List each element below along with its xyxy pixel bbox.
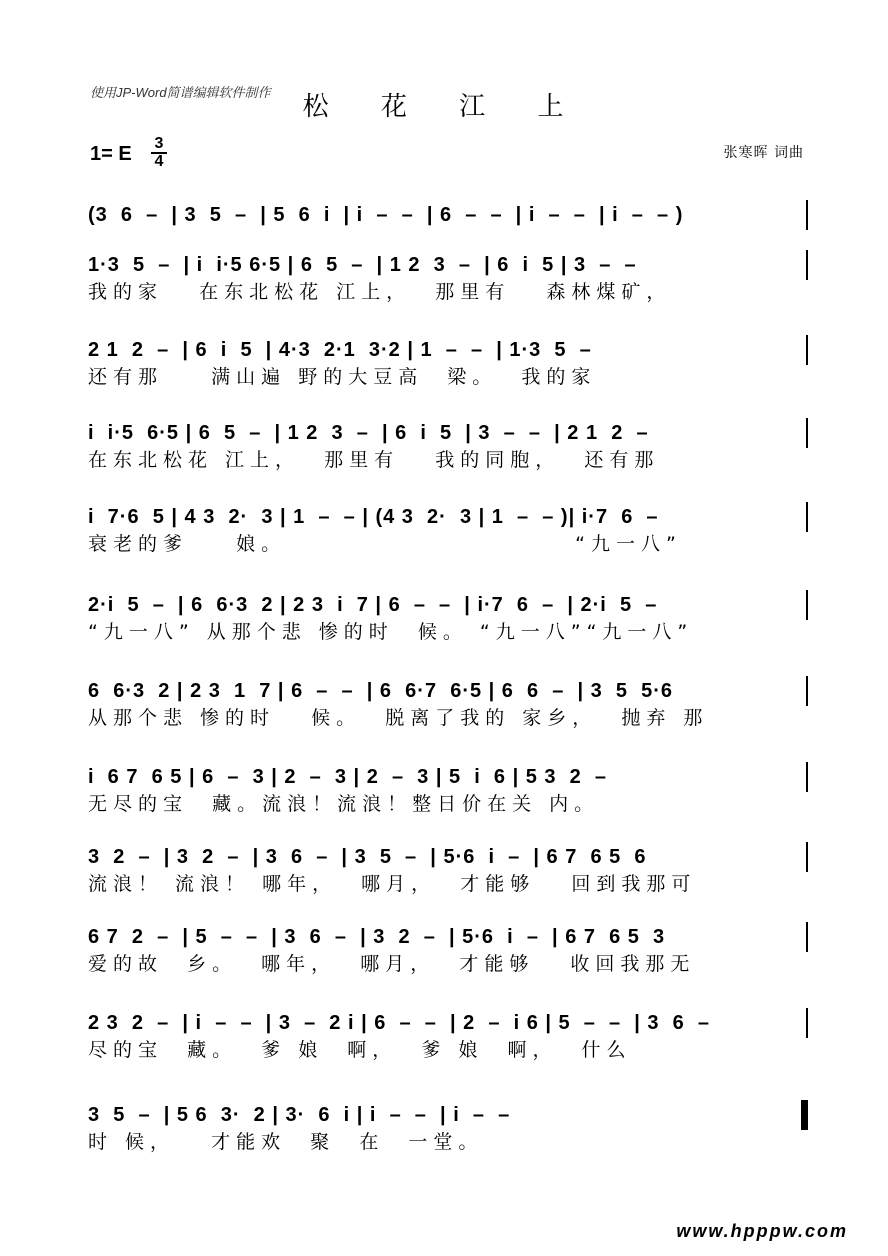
credit: 张寒晖 词曲 (723, 145, 804, 161)
lyrics-line: 爱的故 乡。 哪年， 哪月， 才能够 收回我那无 (88, 953, 696, 975)
lyrics-line: “九一八” 从那个悲 惨的时 候。 “九一八”“九一八” (88, 621, 694, 643)
music-system (88, 1008, 808, 1062)
lyrics-line: 我的家 在东北松花 江上， 那里有 森林煤矿， (88, 281, 672, 303)
barline (806, 1008, 808, 1038)
time-signature (150, 136, 168, 170)
lyrics-line: 尽的宝 藏。 爹 娘 啊， 爹 娘 啊， 什么 (88, 1039, 632, 1061)
time-signature-top: 3 (154, 135, 164, 152)
music-system (88, 922, 808, 976)
lyrics-line: 流浪！ 流浪！ 哪年， 哪月， 才能够 回到我那可 (88, 873, 697, 895)
music-system (88, 335, 808, 389)
notation-line: (3 6 – | 3 5 – | 5 6 i | i – – | 6 – – | i – – | i – – ) (88, 204, 684, 226)
notation-line: i 7·6 5 | 4 3 2· 3 | 1 – – | (4 3 2· 3 | 1 – – )| i·7 6 – (88, 506, 659, 528)
notation-line: 1·3 5 – | i i·5 6·5 | 6 5 – | 1 2 3 – | 6 i 5 | 3 – – (88, 254, 637, 276)
barline (806, 676, 808, 706)
lyrics-line: 在东北松花 江上， 那里有 我的同胞， 还有那 (88, 449, 660, 471)
barline (806, 335, 808, 365)
music-system (88, 1100, 808, 1154)
time-signature-bottom: 4 (154, 153, 164, 170)
notation-line: 6 7 2 – | 5 – – | 3 6 – | 3 2 – | 5·6 i – | 6 7 6 5 3 (88, 926, 666, 948)
lyrics-line: 无尽的宝 藏。流浪！流浪！整日价在关 内。 (88, 793, 600, 815)
barline (806, 922, 808, 952)
notation-line: 3 5 – | 5 6 3· 2 | 3· 6 i | i – – | i – – (88, 1104, 511, 1126)
barline (806, 590, 808, 620)
watermark: www.hpppw.com (676, 1221, 848, 1241)
barline (806, 762, 808, 792)
music-system (88, 200, 808, 254)
lyrics-line: 还有那 满山遍 野的大豆高 梁。 我的家 (88, 366, 597, 388)
barline (806, 200, 808, 230)
notation-line: 2 3 2 – | i – – | 3 – 2 i | 6 – – | 2 – i 6 | 5 – – | 3 6 – (88, 1012, 710, 1034)
lyrics-line: 时 候， 才能欢 聚 在 一堂。 (88, 1131, 484, 1153)
music-system (88, 676, 808, 730)
barline (806, 842, 808, 872)
key-signature: 1= E (90, 143, 132, 165)
song-title: 松 花 江 上 (302, 92, 586, 122)
notation-line: 6 6·3 2 | 2 3 1 7 | 6 – – | 6 6·7 6·5 | 6 6 – | 3 5 5·6 (88, 680, 674, 702)
notation-line: 3 2 – | 3 2 – | 3 6 – | 3 5 – | 5·6 i – | 6 7 6 5 6 (88, 846, 647, 868)
music-system (88, 250, 808, 304)
music-system (88, 502, 808, 556)
barline (806, 502, 808, 532)
final-barline (801, 1100, 808, 1130)
notation-line: i 6 7 6 5 | 6 – 3 | 2 – 3 | 2 – 3 | 5 i 6 | 5 3 2 – (88, 766, 608, 788)
music-system (88, 590, 808, 644)
music-system (88, 842, 808, 896)
barline (806, 250, 808, 280)
notation-line: i i·5 6·5 | 6 5 – | 1 2 3 – | 6 i 5 | 3 – – | 2 1 2 – (88, 422, 649, 444)
software-note: 使用JP-Word简谱编辑软件制作 (90, 85, 271, 100)
barline (806, 418, 808, 448)
notation-line: 2 1 2 – | 6 i 5 | 4·3 2·1 3·2 | 1 – – | 1·3 5 – (88, 339, 592, 361)
notation-line: 2·i 5 – | 6 6·3 2 | 2 3 i 7 | 6 – – | i·7 6 – | 2·i 5 – (88, 594, 658, 616)
lyrics-line: 从那个悲 惨的时 候。 脱离了我的 家乡， 抛弃 那 (88, 707, 709, 729)
lyrics-line: 衰老的爹 娘。 “九一八” (88, 533, 682, 555)
music-system (88, 418, 808, 472)
music-system (88, 762, 808, 816)
